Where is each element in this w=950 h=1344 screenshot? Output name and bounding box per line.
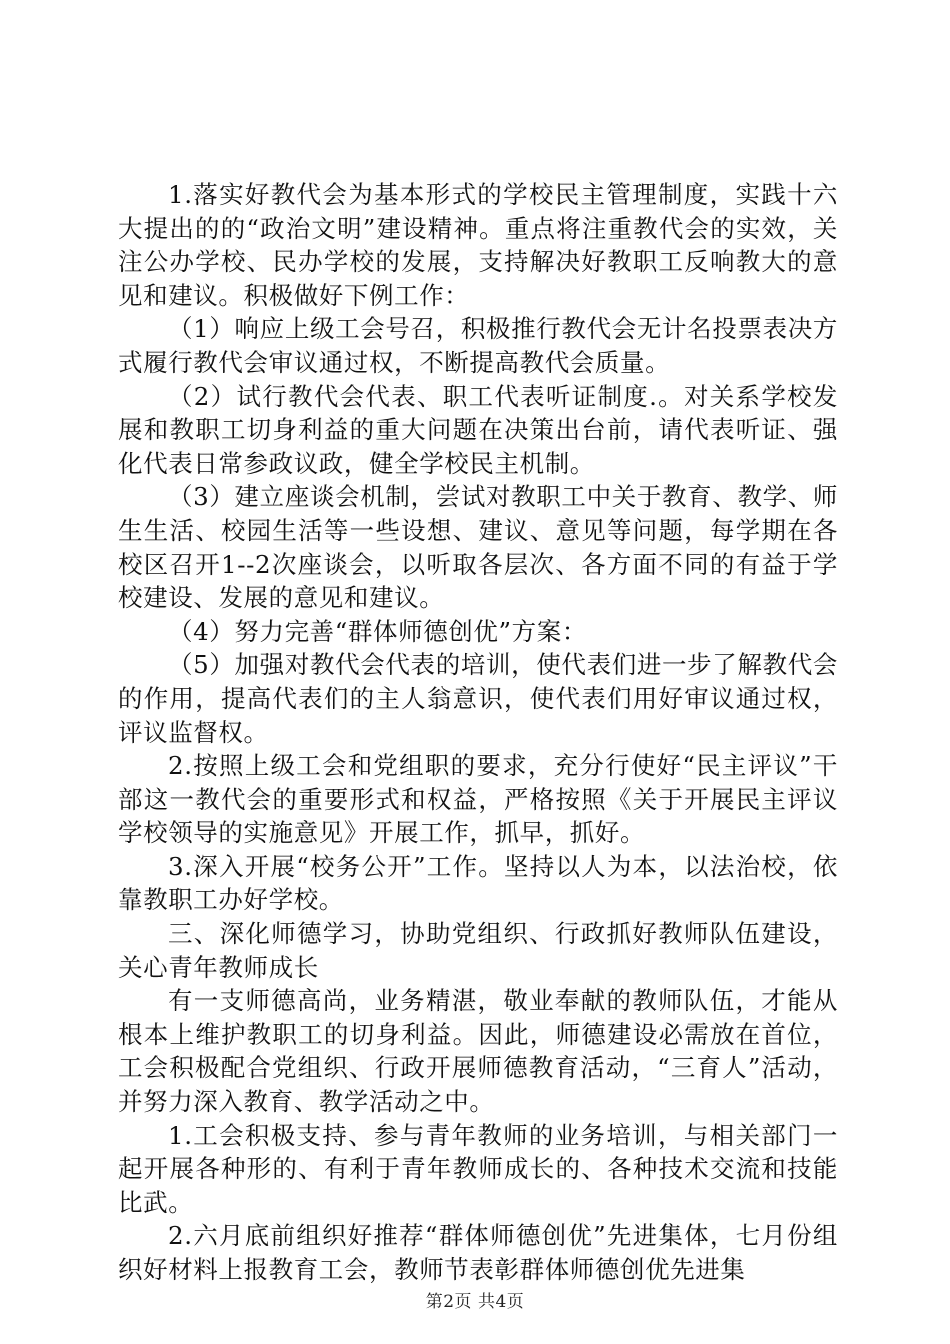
paragraph: （1）响应上级工会号召，积极推行教代会无计名投票表决方式履行教代会审议通过权，不断提高教代会质量。: [118, 314, 838, 377]
page-number-footer: 第2页 共4页: [425, 1292, 525, 1312]
paragraph: 1.落实好教代会为基本形式的学校民主管理制度，实践十六大提出的的“政治文明”建设精神。重点将注重教代会的实效，关注公办学校、民办学校的发展，支持解决好教职工反响教大的意见和建议。积极做好下例工作：: [118, 180, 838, 310]
paragraph: 2.六月底前组织好推荐“群体师德创优”先进集体，七月份组织好材料上报教育工会，教师节表彰群体师德创优先进集: [118, 1221, 838, 1284]
paragraph: 2.按照上级工会和党组职的要求，充分行使好“民主评议”干部这一教代会的重要形式和权益，严格按照《关于开展民主评议学校领导的实施意见》开展工作，抓早，抓好。: [118, 751, 838, 848]
section-heading: 三、深化师德学习，协助党组织、行政抓好教师队伍建设，关心青年教师成长: [118, 919, 838, 982]
paragraph: 有一支师德高尚，业务精湛，敬业奉献的教师队伍，才能从根本上维护教职工的切身利益。因此，师德建设必需放在首位，工会积极配合党组织、行政开展师德教育活动，“三育人”活动，并努力深入教育、教学活动之中。: [118, 986, 838, 1117]
paragraph: （2）试行教代会代表、职工代表听证制度.。对关系学校发展和教职工切身利益的重大问题在决策出台前，请代表听证、强化代表日常参政议政，健全学校民主机制。: [118, 381, 838, 478]
document-body: [118, 178, 838, 1287]
paragraph: （4）努力完善“群体师德创优”方案：: [168, 616, 587, 646]
paragraph: （5）加强对教代会代表的培训，使代表们进一步了解教代会的作用，提高代表们的主人翁意识，使代表们用好审议通过权，评议监督权。: [118, 650, 838, 747]
paragraph: 1.工会积极支持、参与青年教师的业务培训，与相关部门一起开展各种形的、有利于青年教师成长的、各种技术交流和技能比武。: [118, 1120, 838, 1217]
paragraph: （3）建立座谈会机制，尝试对教职工中关于教育、教学、师生生活、校园生活等一些设想、建议、意见等问题，每学期在各校区召开1--2次座谈会，以听取各层次、各方面不同的有益于学校建设、发展的意见和建议。: [118, 482, 838, 613]
paragraph: 3.深入开展“校务公开”工作。坚持以人为本，以法治校，依靠教职工办好学校。: [118, 851, 838, 915]
